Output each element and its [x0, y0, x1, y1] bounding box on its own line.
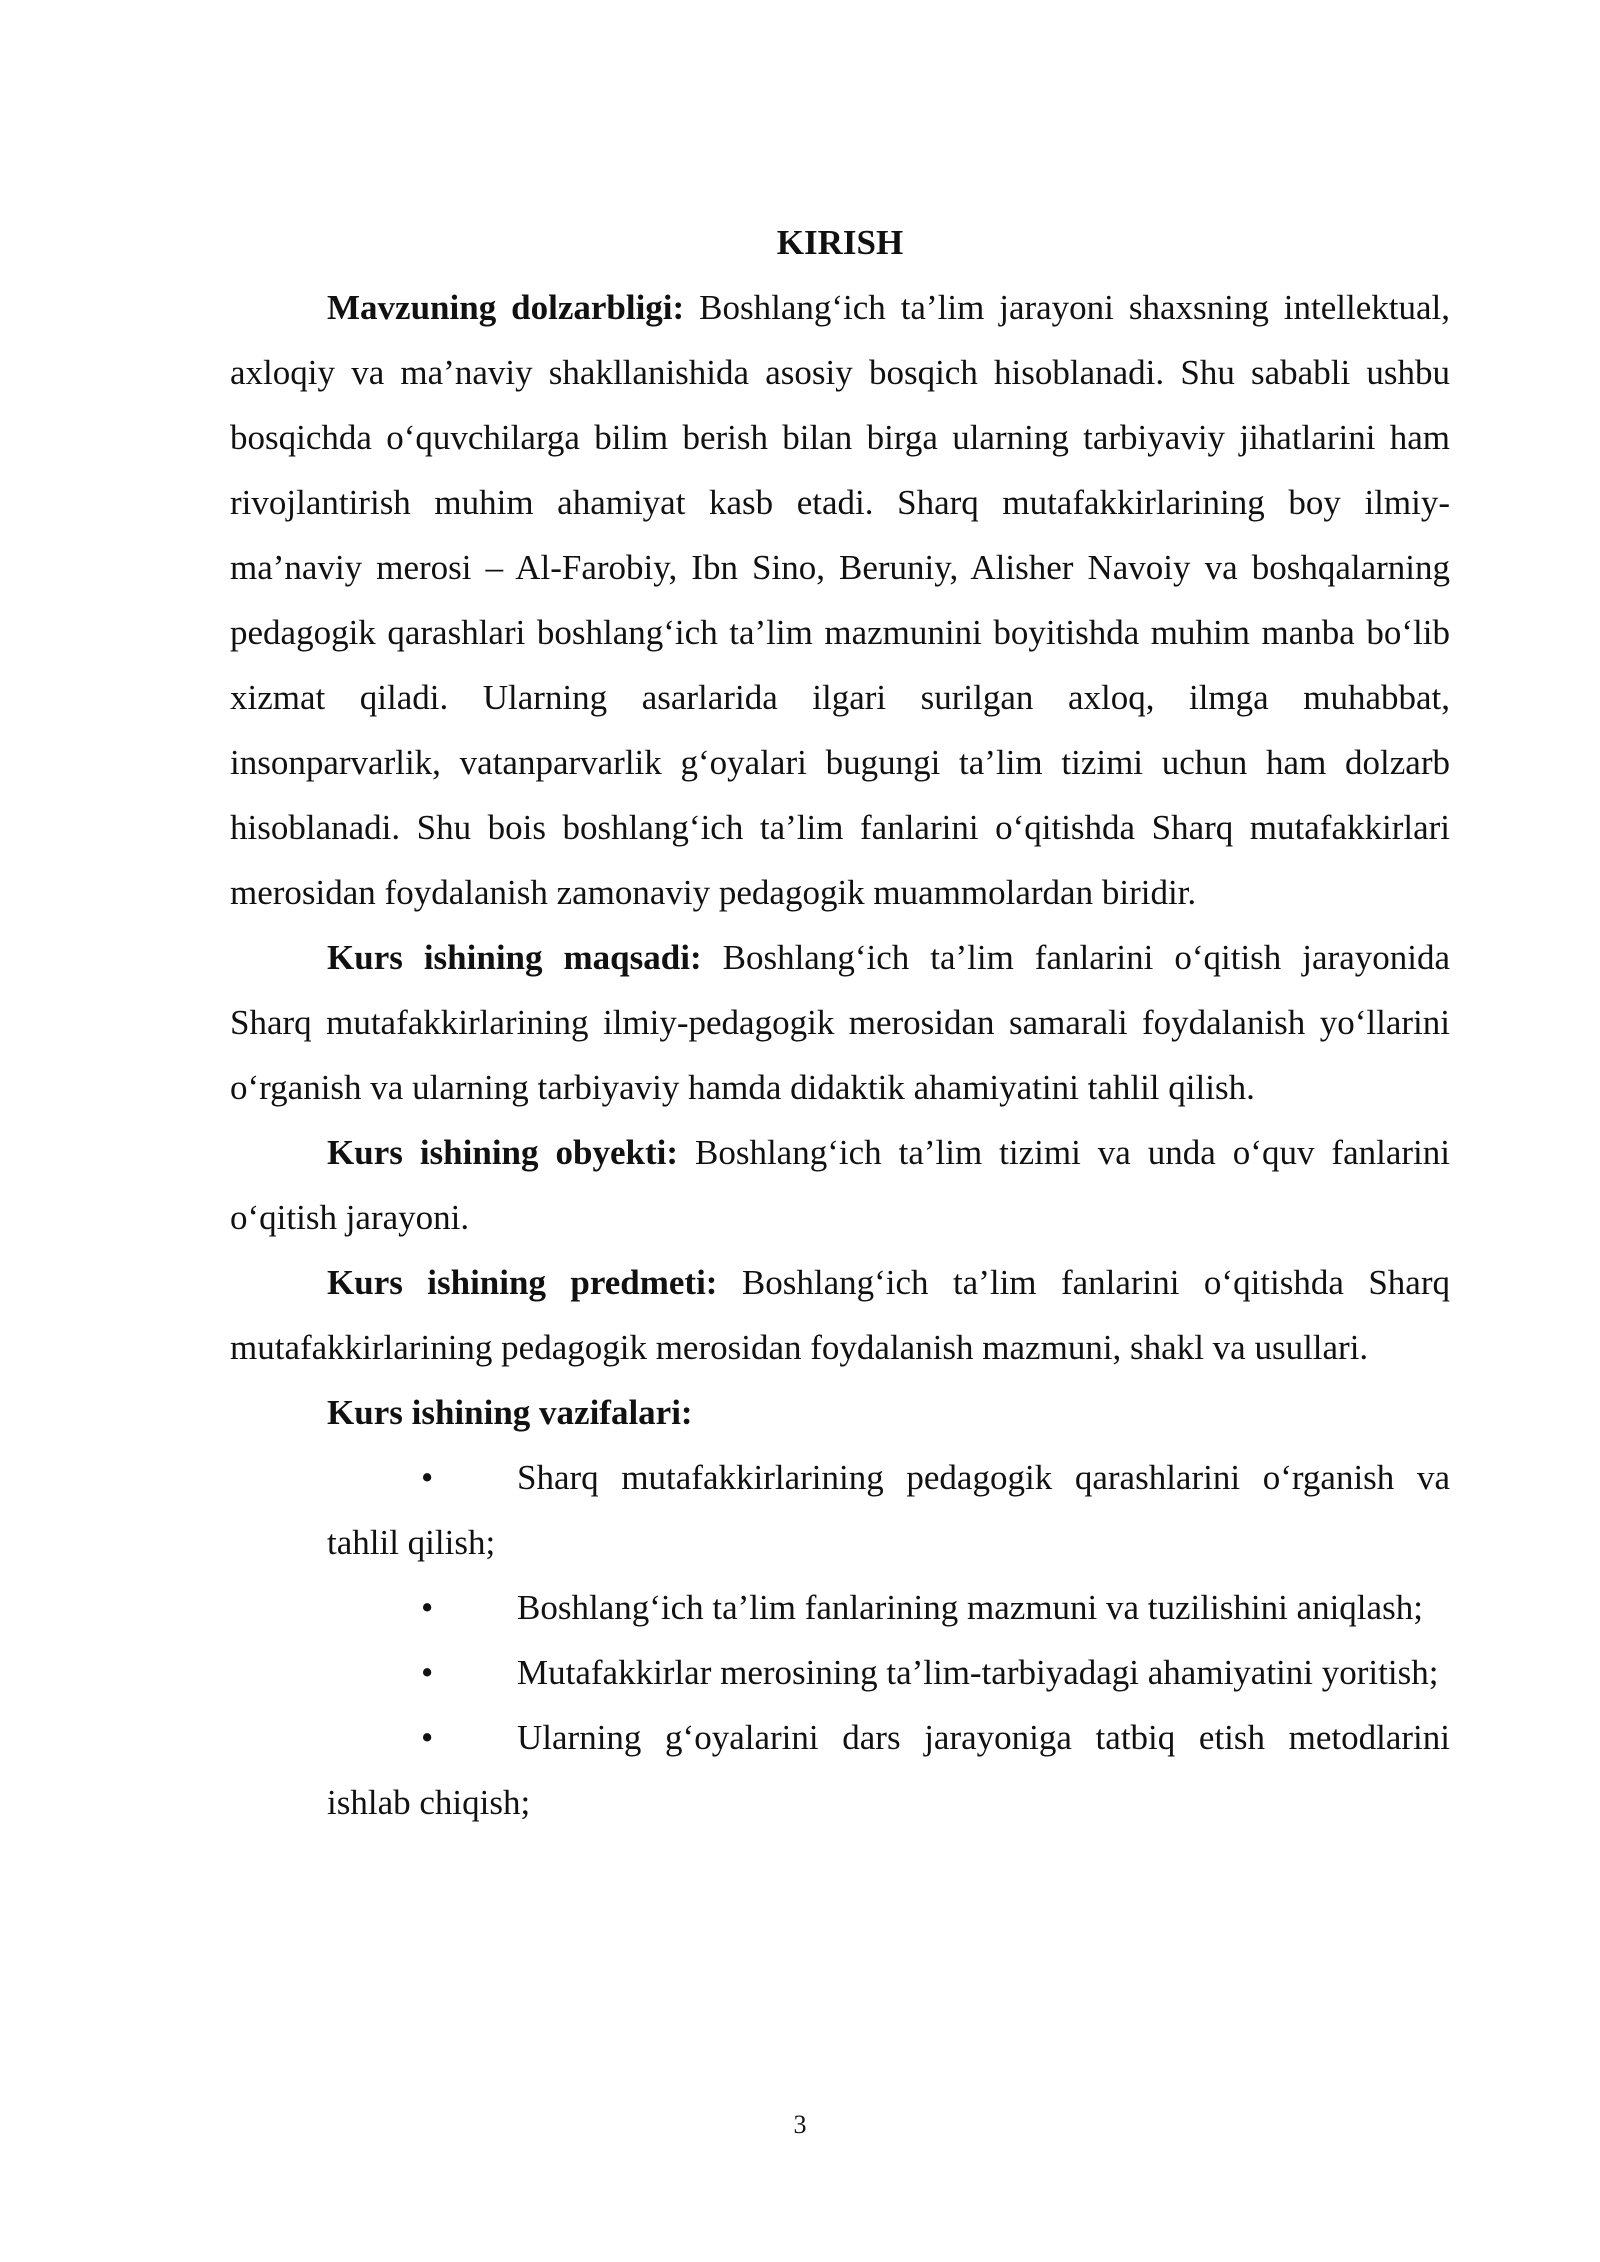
goal-text: Boshlang‘ich ta’lim fanlarini o‘qitish jarayonida Sharq mutafakkirlarining ilmiy-pedagogik merosidan samarali foydalanish yo‘llarini o‘rganish va ularning tarbiyaviy hamda didaktik ahamiyatini tahlil qilish. [230, 938, 1450, 1107]
task-item [327, 1640, 1450, 1705]
object-text: Boshlang‘ich ta’lim tizimi va unda o‘quv fanlarini o‘qitish jarayoni. [230, 1133, 1450, 1237]
tasks-heading: Kurs ishining vazifalari: [327, 1393, 693, 1432]
goal-paragraph [230, 925, 1450, 1120]
relevance-text: Boshlang‘ich ta’lim jarayoni shaxsning intellektual, axloqiy va ma’naviy shakllanishida asosiy bosqich hisoblanadi. Shu sababli ushbu bosqichda o‘quvchilarga bilim berish bilan birga ularning tarbiyaviy jihatlarini ham rivojlantirish muhim ahamiyat kasb etadi. Sharq mutafakkirlarining boy ilmiy-ma’naviy merosi – Al-Farobiy, Ibn Sino, Beruniy, Alisher Navoiy va boshqalarning pedagogik qarashlari boshlang‘ich ta’lim mazmunini boyitishda muhim manba bo‘lib xizmat qiladi. Ularning asarlarida ilgari surilgan axloq, ilmga muhabbat, insonparvarlik, vatanparvarlik g‘oyalari bugungi ta’lim tizimi uchun ham dolzarb hisoblanadi. Shu bois boshlang‘ich ta’lim fanlarini o‘qitishda Sharq mutafakkirlari merosidan foydalanish zamonaviy pedagogik muammolardan biridir. [230, 288, 1450, 912]
bullet-icon: • [421, 1458, 434, 1497]
goal-label: Kurs ishining maqsadi: [327, 938, 702, 977]
page-title: KIRISH [776, 223, 904, 262]
subject-paragraph [230, 1250, 1450, 1380]
object-label: Kurs ishining obyekti: [327, 1133, 678, 1172]
object-paragraph [230, 1120, 1450, 1250]
task-text: Sharq mutafakkirlarining pedagogik qarashlarini o‘rganish va tahlil qilish; [327, 1458, 1450, 1562]
task-text: Ularning g‘oyalarini dars jarayoniga tatbiq etish metodlarini ishlab chiqish; [327, 1718, 1450, 1822]
bullet-icon: • [421, 1653, 434, 1692]
bullet-icon: • [421, 1718, 434, 1757]
page-number: 3 [793, 2110, 807, 2139]
task-text: Mutafakkirlar merosining ta’lim-tarbiyadagi ahamiyatini yoritish; [517, 1653, 1439, 1692]
page-content [230, 210, 1450, 1835]
task-text: Boshlang‘ich ta’lim fanlarining mazmuni va tuzilishini aniqlash; [517, 1588, 1423, 1627]
subject-label: Kurs ishining predmeti: [327, 1263, 718, 1302]
task-item [327, 1705, 1450, 1835]
relevance-label: Mavzuning dolzarbligi: [327, 288, 685, 327]
task-item [327, 1445, 1450, 1575]
relevance-paragraph [230, 275, 1450, 925]
bullet-icon: • [421, 1588, 434, 1627]
subject-text: Boshlang‘ich ta’lim fanlarini o‘qitishda Sharq mutafakkirlarining pedagogik merosidan foydalanish mazmuni, shakl va usullari. [230, 1263, 1450, 1367]
task-item [327, 1575, 1450, 1640]
